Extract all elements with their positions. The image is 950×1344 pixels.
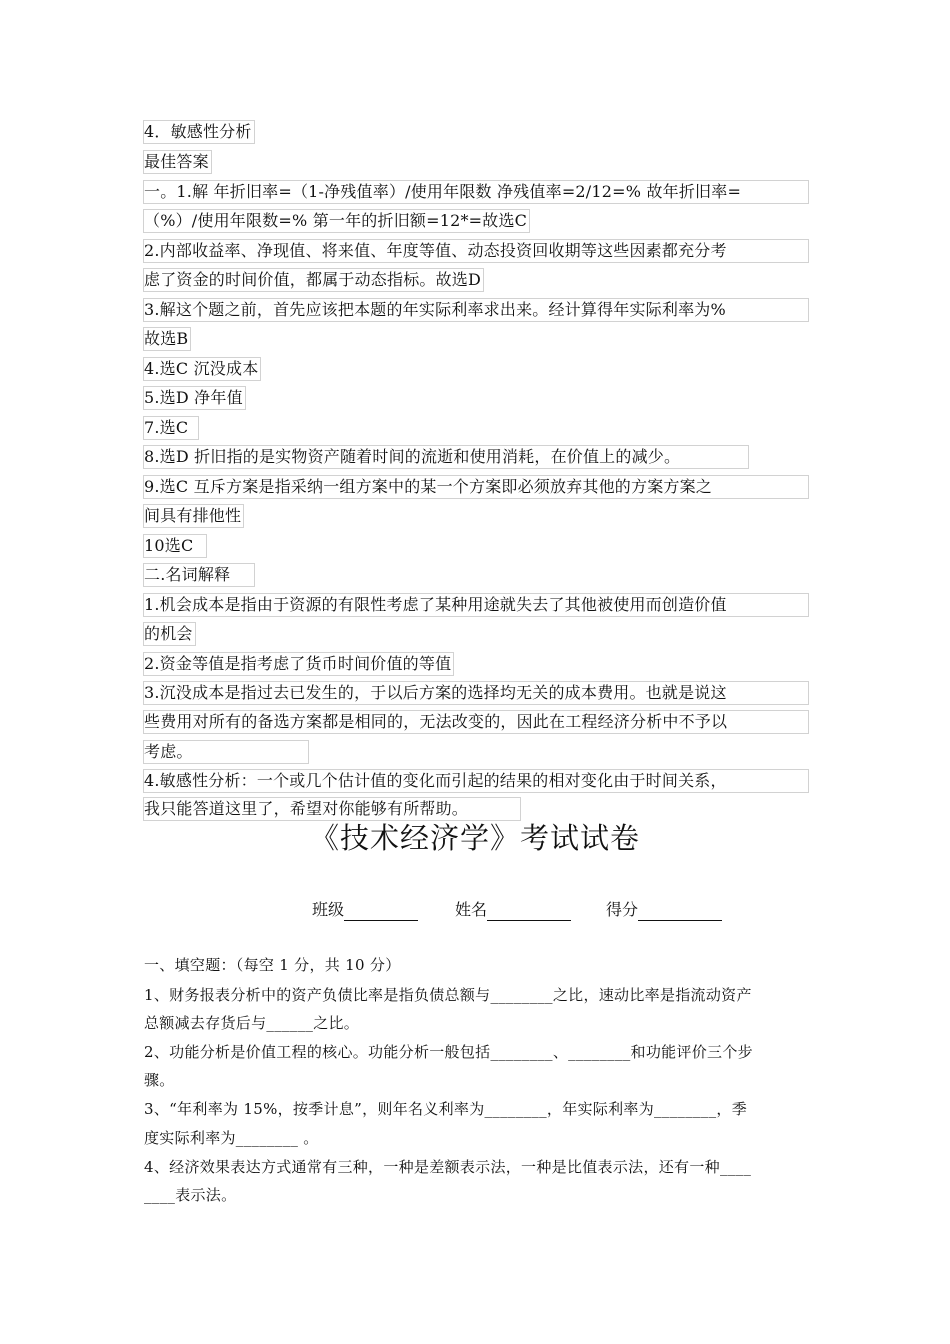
answer-line: 4.选C 沉没成本: [144, 359, 259, 378]
class-field: [312, 899, 418, 921]
answer-line: 2.资金等值是指考虑了货币时间价值的等值: [144, 654, 452, 673]
question-line: 1、财务报表分析中的资产负债比率是指负债总额与________之比，速动比率是指流动资产: [144, 986, 752, 1004]
answer-line: 4．敏感性分析: [144, 122, 252, 141]
answer-line: 间具有排他性: [144, 506, 242, 525]
answer-line: 10选C: [144, 535, 206, 557]
answer-line: 一。1.解 年折旧率=（1-净残值率）/使用年限数 净残值率=2/12=% 故年折旧率=: [144, 181, 808, 203]
score-blank: [638, 903, 722, 921]
question-line: 度实际利率为________ 。: [144, 1129, 319, 1147]
answer-line: 我只能答道这里了，希望对你能够有所帮助。: [144, 798, 520, 820]
answer-line: （%）/使用年限数=% 第一年的折旧额=12*=故选C: [144, 211, 528, 230]
class-blank: [344, 903, 418, 921]
answer-line: 二.名词解释: [144, 564, 254, 586]
name-blank: [487, 903, 571, 921]
answer-line: 3.沉没成本是指过去已发生的，于以后方案的选择均无关的成本费用。也就是说这: [144, 682, 808, 704]
answer-line: 8.选D 折旧指的是实物资产随着时间的流逝和使用消耗，在价值上的减少。: [144, 446, 748, 468]
answer-line: 些费用对所有的备选方案都是相同的，无法改变的，因此在工程经济分析中不予以: [144, 711, 808, 733]
score-field: [606, 899, 722, 921]
question-line: 骤。: [144, 1071, 175, 1089]
name-field: [455, 899, 571, 921]
section-heading: 一、填空题：（每空 1 分，共 10 分）: [144, 956, 401, 974]
answer-line: 9.选C 互斥方案是指采纳一组方案中的某一个方案即必须放弃其他的方案方案之: [144, 476, 808, 498]
answer-line: 的机会: [144, 624, 193, 643]
answer-line: 最佳答案: [144, 152, 209, 171]
answer-line: 7.选C: [144, 417, 198, 439]
question-line: 3、“年利率为 15%，按季计息”，则年名义利率为________，年实际利率为________，季: [144, 1100, 747, 1118]
score-label: 得分: [606, 900, 639, 919]
question-line: ____表示法。: [144, 1186, 237, 1204]
answer-line: 考虑。: [144, 741, 308, 763]
exam-title: 《技术经济学》考试试卷: [309, 821, 640, 855]
question-line: 4、经济效果表达方式通常有三种，一种是差额表示法，一种是比值表示法，还有一种____: [144, 1158, 752, 1176]
name-label: 姓名: [455, 900, 488, 919]
answer-line: 2.内部收益率、净现值、将来值、年度等值、动态投资回收期等这些因素都充分考: [144, 240, 808, 262]
answer-line: 3.解这个题之前，首先应该把本题的年实际利率求出来。经计算得年实际利率为%: [144, 299, 808, 321]
class-label: 班级: [312, 900, 345, 919]
answer-line: 5.选D 净年值: [144, 388, 243, 407]
answer-line: 1.机会成本是指由于资源的有限性考虑了某种用途就失去了其他被使用而创造价值: [144, 594, 808, 616]
answer-line: 虑了资金的时间价值，都属于动态指标。故选D: [144, 270, 482, 289]
answer-line: 故选B: [144, 329, 189, 348]
question-line: 2、功能分析是价值工程的核心。功能分析一般包括________、________和功能评价三个步: [144, 1043, 753, 1061]
answer-line: 4.敏感性分析：一个或几个估计值的变化而引起的结果的相对变化由于时间关系，: [144, 770, 808, 792]
question-line: 总额减去存货后与______之比。: [144, 1014, 360, 1032]
